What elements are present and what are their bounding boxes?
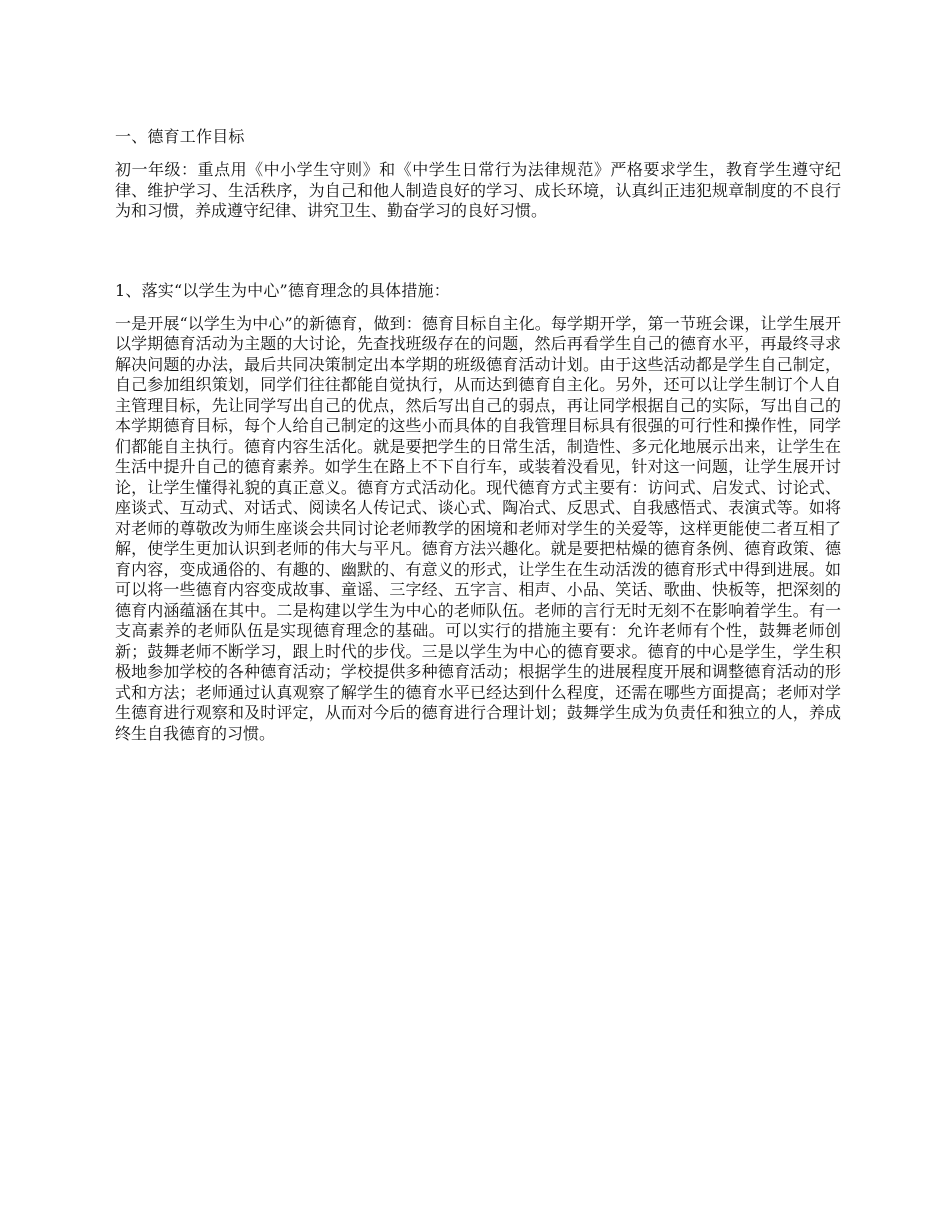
paragraph-grade-one-goals: 初一年级：重点用《中小学生守则》和《中学生日常行为法律规范》严格要求学生，教育学生遵守纪律、维护学习、生活秩序，为自己和他人制造良好的学习、成长环境，认真纠正违犯规章制度的不良行为和习惯，养成遵守纪律、讲究卫生、勤奋学习的良好习惯。 <box>115 160 841 220</box>
document-page <box>115 126 841 744</box>
section-heading-measures: 1、落实“以学生为中心”德育理念的具体措施： <box>115 280 450 300</box>
paragraph-measures: 一是开展“以学生为中心”的新德育，做到：德育目标自主化。每学期开学，第一节班会课，让学生展开以学期德育活动为主题的大讨论，先查找班级存在的问题，然后再看学生自己的德育水平，再最终寻求解决问题的办法，最后共同决策制定出本学期的班级德育活动计划。由于这些活动都是学生自己制定，自己参加组织策划，同学们往往都能自觉执行，从而达到德育自主化。另外，还可以让学生制订个人自主管理目标，先让同学写出自己的优点，然后写出自己的弱点，再让同学根据自己的实际，写出自己的本学期德育目标，每个人给自己制定的这些小而具体的自我管理目标具有很强的可行性和操作性，同学们都能自主执行。德育内容生活化。就是要把学生的日常生活，制造性、多元化地展示出来，让学生在生活中提升自己的德育素养。如学生在路上不下自行车，或装着没看见，针对这一问题，让学生展开讨论，让学生懂得礼貌的真正意义。德育方式活动化。现代德育方式主要有：访问式、启发式、讨论式、座谈式、互动式、对话式、阅读名人传记式、谈心式、陶冶式、反思式、自我感悟式、表演式等。如将对老师的尊敬改为师生座谈会共同讨论老师教学的困境和老师对学生的关爱等，这样更能使二者互相了解，使学生更加认识到老师的伟大与平凡。德育方法兴趣化。就是要把枯燥的德育条例、德育政策、德育内容，变成通俗的、有趣的、幽默的、有意义的形式，让学生在生动活泼的德育形式中得到进展。如可以将一些德育内容变成故事、童谣、三字经、五字言、相声、小品、笑话、歌曲、快板等，把深刻的德育内涵蕴涵在其中。二是构建以学生为中心的老师队伍。老师的言行无时无刻不在影响着学生。有一支高素养的老师队伍是实现德育理念的基础。可以实行的措施主要有：允许老师有个性，鼓舞老师创新；鼓舞老师不断学习，跟上时代的步伐。三是以学生为中心的德育要求。德育的中心是学生，学生积极地参加学校的各种德育活动；学校提供多种德育活动；根据学生的进展程度开展和调整德育活动的形式和方法；老师通过认真观察了解学生的德育水平已经达到什么程度，还需在哪些方面提高；老师对学生德育进行观察和及时评定，从而对今后的德育进行合理计划；鼓舞学生成为负责任和独立的人，养成终生自我德育的习惯。 <box>115 313 841 743</box>
section-heading-goals: 一、德育工作目标 <box>115 127 245 146</box>
